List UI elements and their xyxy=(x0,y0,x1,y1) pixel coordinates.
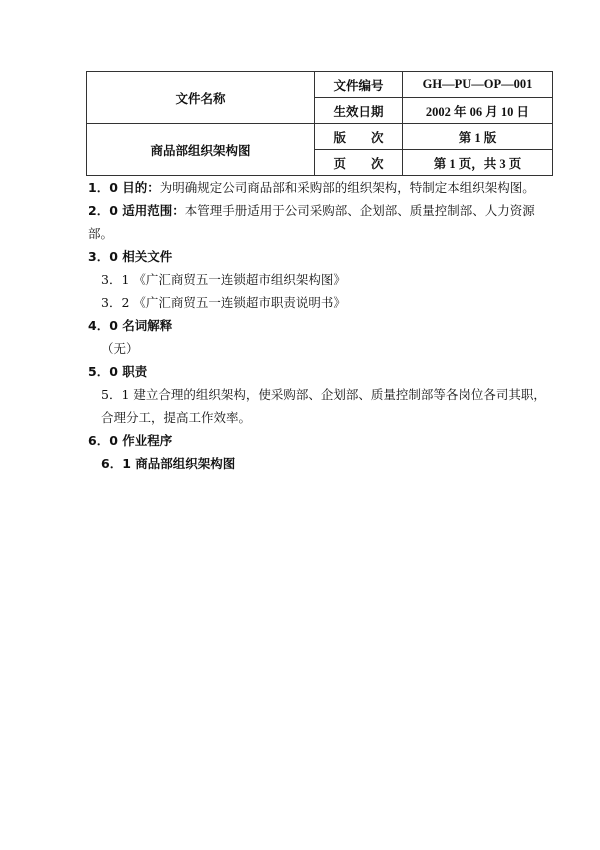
related-doc-item: 3．2 《广汇商贸五一连锁超市职责说明书》 xyxy=(101,295,346,310)
section-purpose-text: 为明确规定公司商品部和采购部的组织架构，特制定本组织架构图。 xyxy=(159,180,535,195)
section-glossary-text: （无） xyxy=(101,341,139,356)
section-scope-heading: 2．0 适用范围： xyxy=(88,203,185,218)
doc-title: 商品部组织架构图 xyxy=(87,124,315,176)
effective-date-label: 生效日期 xyxy=(315,98,403,124)
section-purpose xyxy=(88,176,558,199)
section-scope-text: 本管理手册适用于公司采购部、企划部、质量控制部、人力资源部。 xyxy=(88,203,535,241)
document-body xyxy=(88,176,558,475)
effective-date-value: 2002 年 06 月 10 日 xyxy=(403,98,553,124)
section-related-docs-heading: 3．0 相关文件 xyxy=(88,249,173,264)
section-procedure-item: 6．1 商品部组织架构图 xyxy=(101,456,236,471)
doc-number-label: 文件编号 xyxy=(315,72,403,98)
section-scope xyxy=(88,199,558,245)
section-procedure-heading: 6．0 作业程序 xyxy=(88,433,173,448)
section-glossary-heading: 4．0 名词解释 xyxy=(88,318,173,333)
page-value: 第 1 页，共 3 页 xyxy=(403,150,553,176)
document-header-table xyxy=(86,71,553,176)
related-doc-item: 3．1 《广汇商贸五一连锁超市组织架构图》 xyxy=(101,272,346,287)
section-duties-text: 5．1 建立合理的组织架构，使采购部、企划部、质量控制部等各岗位各司其职，合理分工，提高工作效率。 xyxy=(101,387,546,425)
page-label: 页 次 xyxy=(315,150,403,176)
version-label: 版 次 xyxy=(315,124,403,150)
section-purpose-heading: 1．0 目的： xyxy=(88,180,160,195)
doc-name-label: 文件名称 xyxy=(87,72,315,124)
section-duties-heading: 5．0 职责 xyxy=(88,364,148,379)
doc-number-value: GH—PU—OP—001 xyxy=(403,72,553,98)
version-value: 第 1 版 xyxy=(403,124,553,150)
